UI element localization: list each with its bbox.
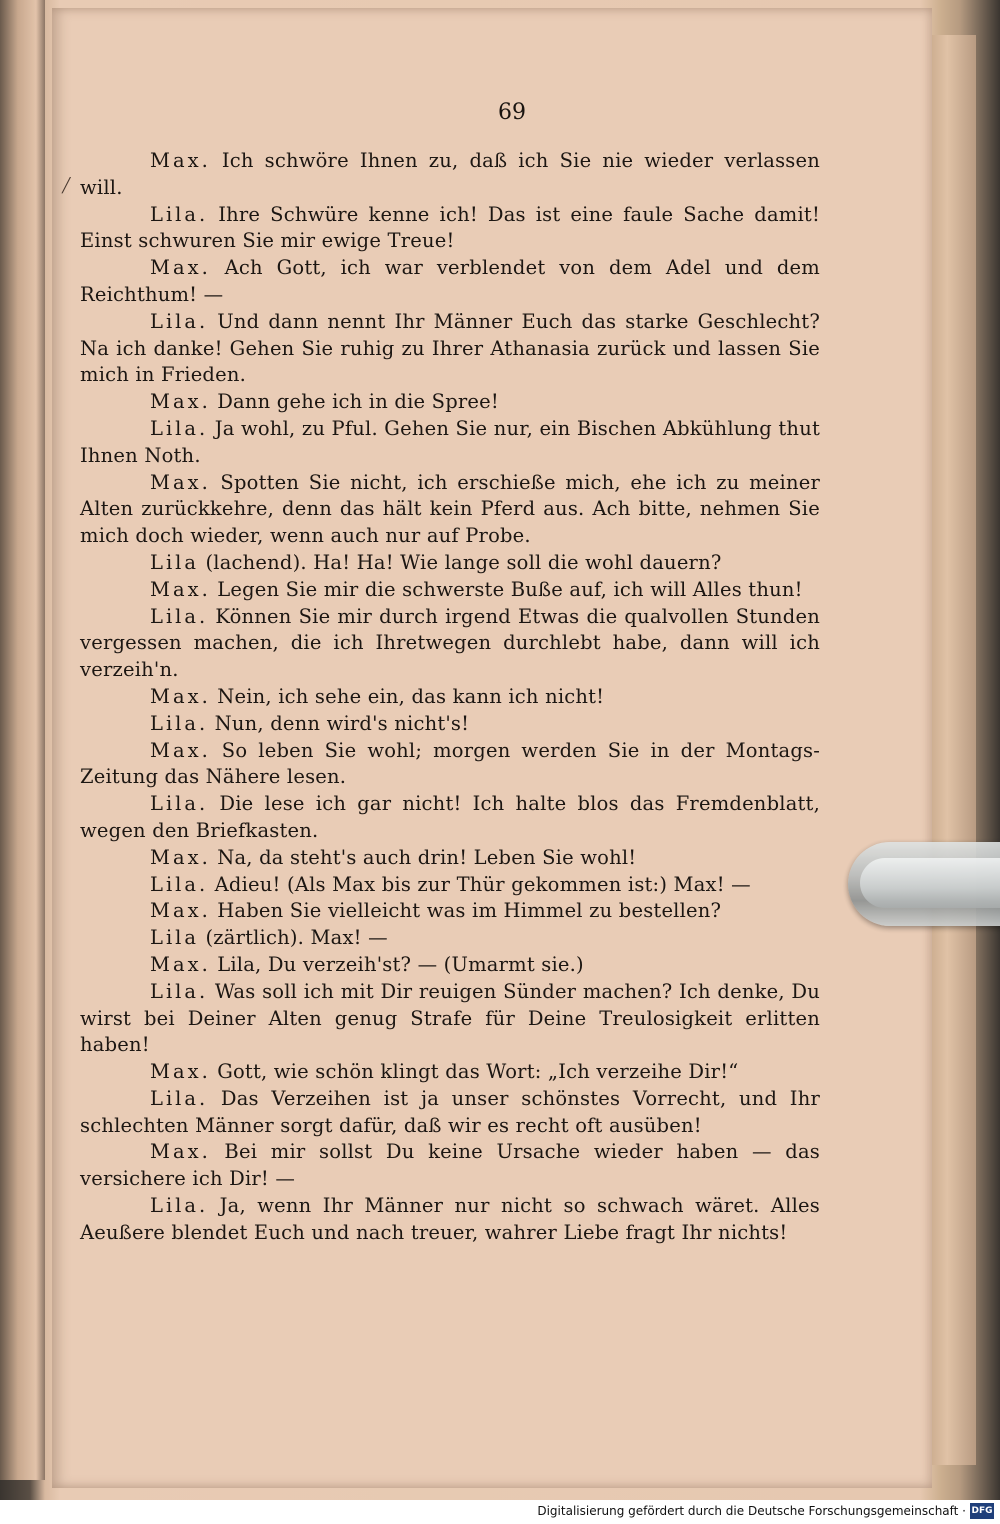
speaker-name: Lila (150, 550, 200, 574)
speaker-name: Lila. (150, 1194, 209, 1218)
speaker-name: Lila. (150, 1086, 209, 1110)
dfg-logo-icon: DFG (970, 1503, 994, 1519)
line-text: Bei mir sollst Du keine Ursache wieder haben — das versichere ich Dir! — (80, 1140, 820, 1191)
dialogue-line (80, 711, 820, 738)
speaker-name: Max. (150, 1140, 211, 1164)
line-text: Nun, denn wird's nicht's! (208, 711, 470, 735)
dialogue-line (80, 1086, 820, 1140)
speaker-name: Max. (150, 684, 211, 708)
dialogue-line (80, 470, 820, 550)
dialogue-line (80, 684, 820, 711)
speaker-name: Lila. (150, 202, 209, 226)
line-text: Na, da steht's auch drin! Leben Sie wohl! (210, 845, 637, 869)
dialogue-line (80, 1139, 820, 1193)
line-text: Und dann nennt Ihr Männer Euch das starke Geschlecht? Na ich danke! Gehen Sie ruhig zu Ihrer Athanasia zurück und lassen Sie mich in Frieden. (80, 309, 820, 387)
speaker-name: Max. (150, 952, 211, 976)
dialogue-line (80, 309, 820, 389)
dialogue-line (80, 898, 820, 925)
line-text: Adieu! (Als Max bis zur Thür gekommen ist:) Max! — (208, 872, 751, 896)
speaker-name: Max. (150, 738, 211, 762)
line-text: Die lese ich gar nicht! Ich halte blos das Fremdenblatt, wegen den Briefkasten. (80, 792, 820, 842)
speaker-name: Max. (150, 256, 211, 280)
line-text: Ja wohl, zu Pful. Gehen Sie nur, ein Bischen Abkühlung thut Ihnen Noth. (80, 416, 820, 467)
speaker-name: Lila. (150, 792, 209, 816)
line-text: Was soll ich mit Dir reuigen Sünder machen? Ich denke, Du wirst bei Deiner Alten genug Strafe für Deine Treulosigkeit erlitten haben! (80, 979, 820, 1057)
dialogue-line (80, 845, 820, 872)
speaker-name: Lila. (150, 872, 209, 896)
line-text: Ja, wenn Ihr Männer nur nicht so schwach wäret. Alles Aeußere blendet Euch und nach treuer, wahrer Liebe fragt Ihr nichts! (80, 1194, 820, 1244)
line-text: So leben Sie wohl; morgen werden Sie in der Montags-Zeitung das Nähere lesen. (80, 738, 820, 789)
line-text: Können Sie mir durch irgend Etwas die qualvollen Stunden vergessen machen, die ich Ihretwegen durchlebt habe, dann will ich verzeih'n. (80, 604, 820, 682)
dialogue-line (80, 577, 820, 604)
dialogue-line (80, 925, 820, 952)
dialogue-line (80, 1059, 820, 1086)
line-text: Dann gehe ich in die Spree! (210, 390, 499, 414)
speaker-name: Max. (150, 470, 211, 494)
footer-credit: Digitalisierung gefördert durch die Deutsche Forschungsgemeinschaft · (537, 1504, 966, 1518)
line-text: Ach Gott, ich war verblendet von dem Adel und dem Reichthum! — (80, 256, 820, 306)
dialogue-line (80, 148, 820, 202)
dialogue-line (80, 872, 820, 899)
dialogue-line (80, 202, 820, 256)
dialogue-line (80, 952, 820, 979)
dialogue-text (80, 148, 820, 1247)
dialogue-line (80, 791, 820, 845)
speaker-name: Lila. (150, 309, 209, 333)
speaker-name: Lila. (150, 711, 209, 735)
line-text: Legen Sie mir die schwerste Buße auf, ich will Alles thun! (210, 577, 803, 601)
speaker-name: Max. (150, 1060, 211, 1084)
page-clip-highlight (860, 858, 1000, 908)
speaker-name: Lila. (150, 604, 209, 628)
speaker-name: Lila. (150, 416, 209, 440)
dialogue-line (80, 389, 820, 416)
line-text: Spotten Sie nicht, ich erschieße mich, ehe ich zu meiner Alten zurückkehre, denn das hält kein Pferd aus. Ach bitte, nehmen Sie mich doch wieder, wenn auch nur auf Probe. (80, 470, 820, 548)
speaker-name: Max. (150, 577, 211, 601)
speaker-name: Max. (150, 899, 211, 923)
speaker-name: Lila. (150, 979, 209, 1003)
dialogue-line (80, 550, 820, 577)
dialogue-line (80, 979, 820, 1059)
line-text: Gott, wie schön klingt das Wort: „Ich verzeihe Dir!“ (210, 1060, 739, 1084)
left-page-edge (0, 0, 45, 1480)
line-text: Nein, ich sehe ein, das kann ich nicht! (210, 684, 605, 708)
dialogue-line (80, 738, 820, 792)
line-text: (zärtlich). Max! — (199, 926, 388, 950)
margin-mark: ╱ (62, 178, 71, 194)
line-text: Lila, Du verzeih'st? — (Umarmt sie.) (210, 952, 584, 976)
page-number: 69 (498, 100, 526, 125)
dialogue-line (80, 1193, 820, 1247)
dialogue-line (80, 255, 820, 309)
dialogue-line (80, 604, 820, 684)
line-text: (lachend). Ha! Ha! Wie lange soll die wohl dauern? (199, 550, 722, 574)
speaker-name: Max. (150, 390, 211, 414)
line-text: Ihre Schwüre kenne ich! Das ist eine faule Sache damit! Einst schwuren Sie mir ewige Treue! (80, 202, 820, 253)
speaker-name: Max. (150, 149, 211, 172)
line-text: Haben Sie vielleicht was im Himmel zu bestellen? (210, 899, 722, 923)
line-text: Das Verzeihen ist ja unser schönstes Vorrecht, und Ihr schlechten Männer sorgt dafür, daß wir es recht oft ausüben! (80, 1086, 820, 1137)
line-text: Ich schwöre Ihnen zu, daß ich Sie nie wieder verlassen will. (80, 149, 820, 199)
dialogue-line (80, 416, 820, 470)
page-stack-edge (928, 35, 976, 1465)
speaker-name: Lila (150, 926, 200, 950)
speaker-name: Max. (150, 845, 211, 869)
